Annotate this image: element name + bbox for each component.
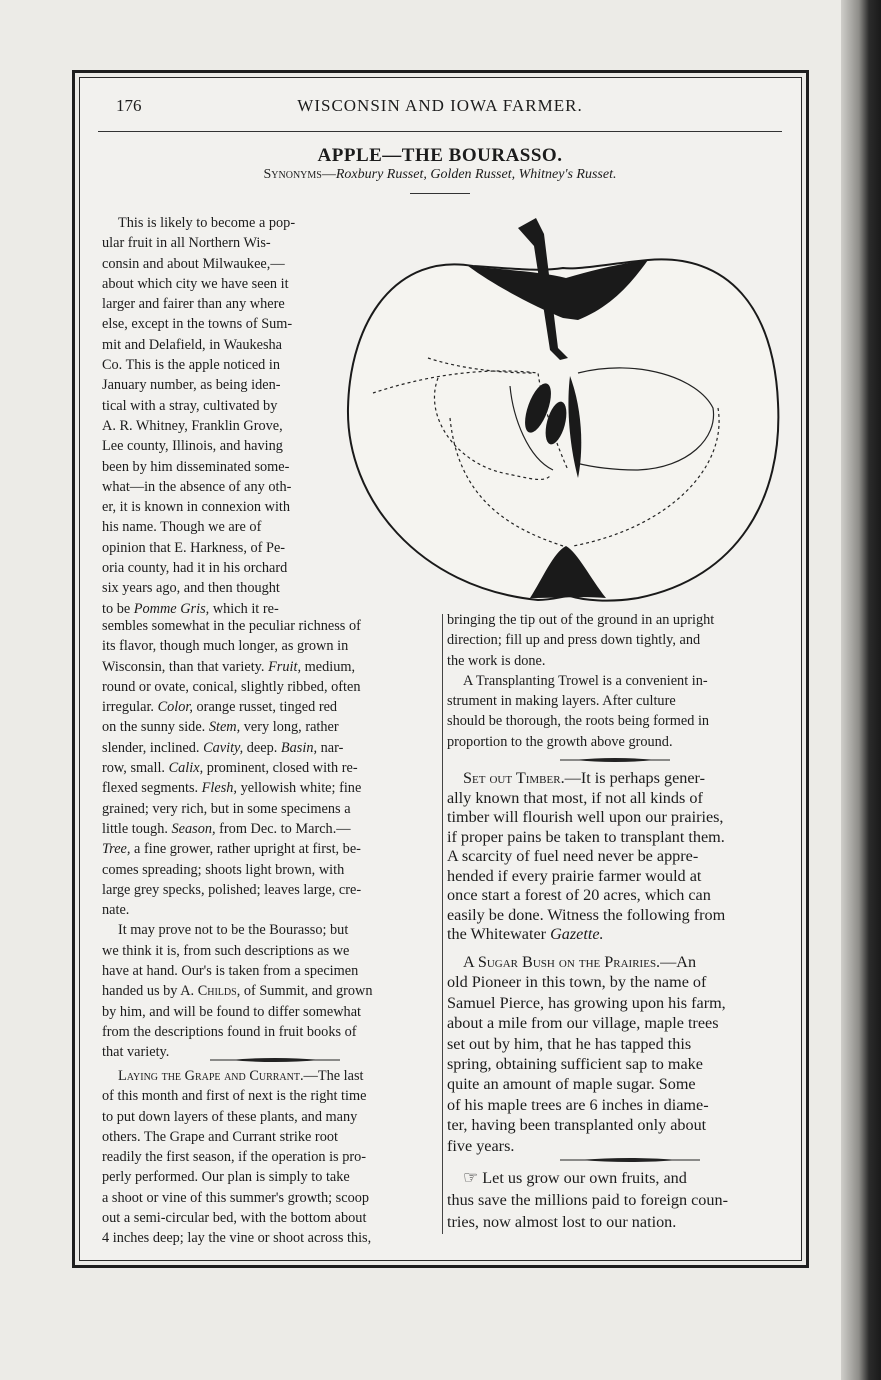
text-fragment: of Summit, and grown	[243, 983, 373, 1000]
text-line: a shoot or vine of this summer's growth; scoop	[102, 1189, 370, 1206]
text-line: sembles somewhat in the peculiar richness of	[102, 618, 361, 634]
italic-term: Basin,	[280, 739, 318, 756]
text-fragment: —The last	[303, 1068, 364, 1084]
section-ornament-rule	[560, 1156, 700, 1162]
text-line: Lee county, Illinois, and having	[102, 438, 283, 455]
article-column-right	[447, 610, 783, 752]
synonyms-label: Synonyms—	[263, 167, 336, 182]
text-line: round or ovate, conical, slightly ribbed, often	[102, 678, 361, 695]
text-line: ular fruit in all Northern Wis-	[102, 235, 271, 252]
text-line: This is likely to become a pop-	[118, 215, 296, 231]
text-line	[447, 925, 783, 945]
text-line	[447, 769, 783, 789]
italic-term: Pomme Gris,	[133, 600, 210, 617]
text-fragment: little tough.	[102, 820, 168, 837]
text-line: five years.	[447, 1136, 515, 1155]
text-line: January number, as being iden-	[102, 377, 281, 394]
text-line	[102, 697, 438, 717]
text-line: comes spreading; shoots light brown, with	[102, 861, 345, 878]
text-line: about a mile from our village, maple trees	[447, 1014, 719, 1033]
article-column-left-lower	[102, 616, 438, 1063]
text-line: 4 inches deep; lay the vine or shoot across this,	[102, 1230, 372, 1247]
text-line: Samuel Pierce, has growing upon his farm,	[447, 993, 726, 1012]
text-line: what—in the absence of any oth-	[102, 478, 292, 495]
synonym-golden: Golden Russet,	[430, 167, 516, 182]
text-line: A scarcity of fuel need never be appre-	[447, 847, 699, 865]
section-heading: Set out Timber.	[463, 769, 565, 787]
text-fragment: row, small.	[102, 760, 166, 777]
text-line	[102, 778, 438, 798]
text-line: from the descriptions found in fruit books of	[102, 1023, 357, 1040]
italic-term: Fruit,	[268, 658, 302, 675]
text-line: Co. This is the apple noticed in	[102, 357, 281, 374]
text-line: out a semi-circular bed, with the bottom about	[102, 1210, 367, 1227]
text-line: the work is done.	[447, 652, 546, 669]
italic-term: Tree,	[102, 841, 131, 858]
text-line: consin and about Milwaukee,—	[102, 255, 285, 272]
text-line: A. R. Whitney, Franklin Grove,	[102, 417, 283, 434]
text-fragment: the Whitewater	[447, 925, 547, 943]
text-line: about which city we have seen it	[102, 275, 289, 292]
text-line: by him, and will be found to differ somewhat	[102, 1003, 362, 1020]
text-line: six years ago, and then thought	[102, 580, 280, 597]
text-fragment: to be	[102, 600, 131, 617]
text-line: we think it is, from such descriptions as we	[102, 942, 350, 959]
text-line: direction; fill up and press down tightly, and	[447, 632, 701, 649]
text-line	[447, 952, 783, 972]
section-ornament-rule	[210, 1056, 340, 1062]
text-line: if proper pains be taken to transplant them.	[447, 827, 725, 846]
text-fragment: handed us by A.	[102, 983, 195, 1000]
text-line: It may prove not to be the Bourasso; but	[118, 922, 349, 939]
text-fragment: —It is perhaps gener-	[564, 769, 705, 787]
text-line: thus save the millions paid to foreign coun-	[447, 1191, 728, 1209]
section-heading: Laying the Grape and Currant.	[118, 1068, 304, 1084]
section-ornament-rule	[560, 756, 670, 762]
text-line: larger and fairer than any where	[102, 296, 285, 313]
text-fragment: yellowish white; fine	[240, 780, 362, 797]
text-line: else, except in the towns of Sum-	[102, 316, 293, 333]
small-caps-name: Childs,	[197, 983, 241, 1000]
text-line: of his maple trees are 6 inches in diame-	[447, 1095, 709, 1114]
text-line: grained; very rich, but in some specimens a	[102, 800, 351, 817]
set-out-timber-section	[447, 769, 783, 945]
text-line: proportion to the growth above ground.	[447, 733, 673, 750]
pointing-hand-icon: ☞	[463, 1168, 479, 1187]
article-column-left	[102, 213, 338, 619]
text-line	[102, 1066, 438, 1086]
italic-term: Stem,	[208, 719, 241, 736]
italic-term: Flesh,	[201, 780, 238, 797]
text-fragment: flexed segments.	[102, 780, 199, 797]
text-line: ally known that most, if not all kinds of	[447, 788, 703, 807]
synonym-whitney: Whitney's Russet.	[518, 167, 617, 182]
text-fragment: nar-	[320, 739, 344, 756]
section-heading: A Sugar Bush on the Prairies.	[463, 953, 661, 971]
text-line	[102, 819, 438, 839]
text-line: spring, obtaining sufficient sap to make	[447, 1055, 703, 1074]
text-fragment: which it re-	[212, 600, 279, 617]
apple-drawing	[338, 208, 788, 608]
text-line: mit and Delafield, in Waukesha	[102, 336, 283, 353]
text-line: easily be done. Witness the following from	[447, 905, 726, 924]
text-line: readily the first season, if the operation is pro-	[102, 1149, 367, 1166]
text-fragment: prominent, closed with re-	[206, 760, 358, 777]
text-line: nate.	[102, 902, 130, 919]
italic-term: Color,	[157, 699, 193, 716]
text-fragment: on the sunny side.	[102, 719, 206, 736]
text-line	[102, 839, 438, 859]
text-line: been by him disseminated some-	[102, 458, 290, 475]
text-fragment: Wisconsin, than that variety.	[102, 658, 265, 675]
title-rule	[410, 193, 470, 194]
text-line: strument in making layers. After culture	[447, 693, 676, 710]
text-line: once start a forest of 20 acres, which can	[447, 886, 711, 904]
article-synonyms	[98, 167, 782, 183]
closing-note	[447, 1167, 783, 1233]
text-line: ter, having been transplanted only about	[447, 1116, 707, 1135]
laying-grape-section	[102, 1066, 438, 1249]
text-line	[447, 1167, 783, 1189]
apple-cross-section-illustration	[338, 208, 788, 608]
text-line: its flavor, though much longer, as grown in	[102, 638, 349, 655]
italic-term: Season,	[171, 820, 216, 837]
text-line: to put down layers of these plants, and many	[102, 1108, 358, 1125]
text-line: A Transplanting Trowel is a convenient in-	[463, 672, 708, 689]
text-line: his name. Though we are of	[102, 519, 262, 536]
article-title: APPLE—THE BOURASSO.	[317, 145, 563, 166]
italic-term: Gazette.	[550, 925, 604, 943]
page-header	[98, 96, 782, 118]
text-line: that variety.	[102, 1044, 170, 1061]
text-fragment: Let us grow our own fruits, and	[482, 1169, 687, 1187]
text-line	[102, 717, 438, 737]
text-fragment: slender, inclined.	[102, 739, 200, 756]
text-line	[102, 758, 438, 778]
text-line: old Pioneer in this town, by the name of	[447, 973, 707, 992]
text-line: have at hand. Our's is taken from a specimen	[102, 963, 359, 980]
column-divider	[442, 614, 443, 1234]
sugar-bush-section	[447, 952, 783, 1156]
text-line: oria county, had it in his orchard	[102, 560, 288, 577]
text-fragment: orange russet, tinged red	[196, 699, 338, 716]
text-fragment: a fine grower, rather upright at first, be-	[134, 841, 361, 858]
text-line	[102, 981, 438, 1001]
header-rule	[98, 131, 782, 132]
italic-term: Cavity,	[203, 739, 244, 756]
text-fragment: deep.	[246, 739, 278, 756]
italic-term: Calix,	[168, 760, 204, 777]
text-fragment: irregular.	[102, 699, 155, 716]
text-line: er, it is known in connexion with	[102, 499, 291, 516]
text-line: perly performed. Our plan is simply to take	[102, 1169, 350, 1186]
text-line: should be thorough, the roots being formed in	[447, 713, 710, 730]
text-line: tries, now almost lost to our nation.	[447, 1213, 677, 1231]
text-line: opinion that E. Harkness, of Pe-	[102, 539, 286, 556]
text-line	[102, 738, 438, 758]
text-fragment: —An	[660, 953, 697, 971]
text-line: bringing the tip out of the ground in an upright	[447, 612, 715, 628]
text-fragment: medium,	[304, 658, 356, 675]
book-spine	[841, 0, 881, 1380]
journal-title: WISCONSIN AND IOWA FARMER.	[297, 96, 583, 115]
text-line: large grey specks, polished; leaves large, cre-	[102, 881, 362, 898]
text-line: quite an amount of maple sugar. Some	[447, 1075, 696, 1094]
text-fragment: from Dec. to March.—	[219, 820, 351, 837]
page-number: 176	[116, 96, 142, 115]
text-line: timber will flourish well upon our prairies,	[447, 808, 724, 826]
text-line: of this month and first of next is the right time	[102, 1088, 367, 1105]
text-line: tical with a stray, cultivated by	[102, 397, 278, 414]
text-line: hended if every prairie farmer would at	[447, 866, 702, 885]
text-line	[102, 657, 438, 677]
text-line: set out by him, that he has tapped this	[447, 1034, 692, 1053]
text-fragment: very long, rather	[243, 719, 339, 736]
synonym-roxbury: Roxbury Russet,	[335, 167, 427, 182]
text-line: others. The Grape and Currant strike root	[102, 1128, 338, 1145]
